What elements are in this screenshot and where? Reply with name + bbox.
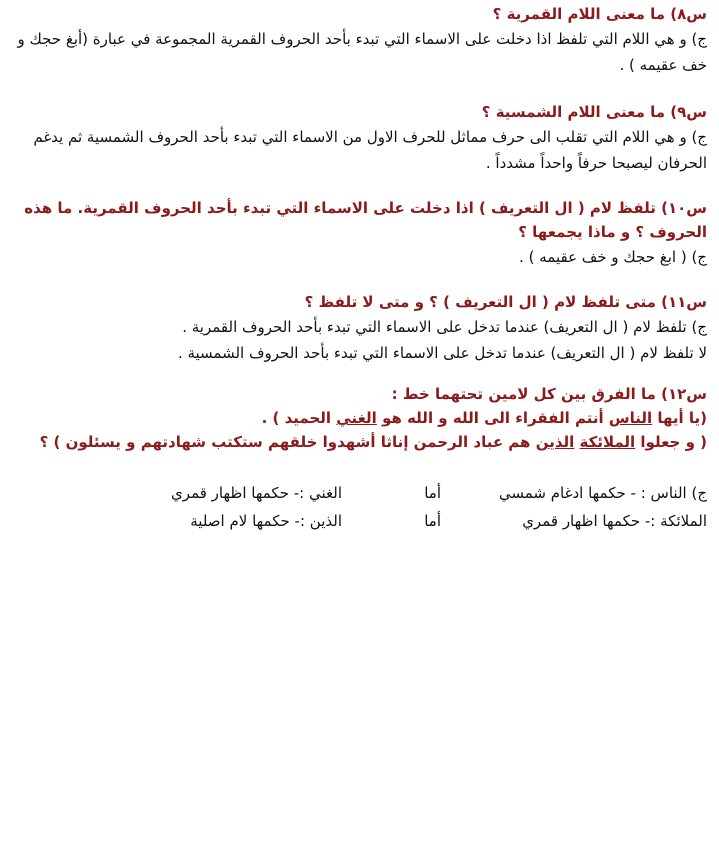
- question-11-prefix: س١١) متى تلفظ لام: [554, 293, 707, 311]
- question-11-block: [10, 290, 707, 366]
- answer-9: ج) و هي اللام التي تقلب الى حرف مماثل للحرف الاول من الاسماء التي تبدء بأحد الحروف الشمسية ثم يدغم الحرفان ليصبحا حرفاً واحداً مشدداً .: [33, 128, 707, 172]
- answer-12-row-1-col-1: ج) الناس : - حكمها ادغام شمسي: [498, 484, 707, 502]
- question-10: س١٠) تلفظ لام ( ال التعريف ) اذا دخلت على الاسماء التي تبدء بأحد الحروف القمرية. ما هذه الحروف ؟ و ماذا يجمعها ؟: [24, 199, 707, 241]
- question-10-block: [10, 196, 707, 270]
- question-9: س٩) ما معنى اللام الشمسية ؟: [481, 103, 707, 121]
- verse-1-underlined-alghani: الغني: [336, 409, 377, 427]
- answer-12-row-2-col-1: الملائكة :- حكمها اظهار قمري: [522, 512, 707, 530]
- verse-1: [10, 406, 707, 430]
- verse-1-underlined-alnas: الناس: [608, 409, 653, 427]
- question-11: [10, 290, 707, 314]
- answer-12-row-2-col-2: أما: [424, 512, 441, 530]
- verse-2-underlined-alladhina: الذين: [535, 433, 575, 451]
- verse-1-part-c: الحميد ) .: [261, 409, 332, 427]
- verse-2-part-a: ( و جعلوا: [640, 433, 707, 451]
- verse-1-part-b: أنتم الفقراء الى الله و الله هو: [382, 409, 604, 427]
- verse-2: [10, 430, 707, 454]
- verse-1-part-a: (يا أيها: [657, 409, 707, 427]
- question-12: س١٢) ما الفرق بين كل لامين تحتهما خط :: [391, 385, 707, 403]
- answer-10: ج) ( ابغ حجك و خف عقيمه ) .: [519, 248, 707, 266]
- answer-8: ج) و هي اللام التي تلفظ اذا دخلت على الاسماء التي تبدء بأحد الحروف القمرية المجموعة في عبارة (أبغ حجك و خف عقيمه ) .: [17, 30, 707, 74]
- answer-12-row-1-col-2: أما: [424, 484, 441, 502]
- question-11-suffix: ؟ و متى لا تلفظ ؟: [304, 293, 438, 311]
- answer-11-line-2: لا تلفظ لام ( ال التعريف) عندما تدخل على الاسماء التي تبدء بأحد الحروف الشمسية .: [177, 344, 707, 362]
- answer-12-row-2-col-3: الذين :- حكمها لام اصلية: [190, 512, 342, 530]
- question-12-block: [10, 382, 707, 454]
- question-9-block: [10, 100, 707, 176]
- verse-2-underlined-almalaika: الملائكة: [579, 433, 636, 451]
- answer-11-line-1: ج) تلفظ لام ( ال التعريف) عندما تدخل على الاسماء التي تبدء بأحد الحروف القمرية .: [182, 318, 707, 336]
- question-11-term: ( ال التعريف ): [443, 293, 549, 311]
- question-8-block: [10, 2, 707, 78]
- verse-2-part-b: هم عباد الرحمن إناثا أشهدوا خلقهم ستكتب شهادتهم و يسئلون ) ؟: [39, 433, 531, 451]
- question-8: س٨) ما معنى اللام القمرية ؟: [492, 5, 707, 23]
- answer-12-row-1-col-3: الغني :- حكمها اظهار قمري: [171, 484, 342, 502]
